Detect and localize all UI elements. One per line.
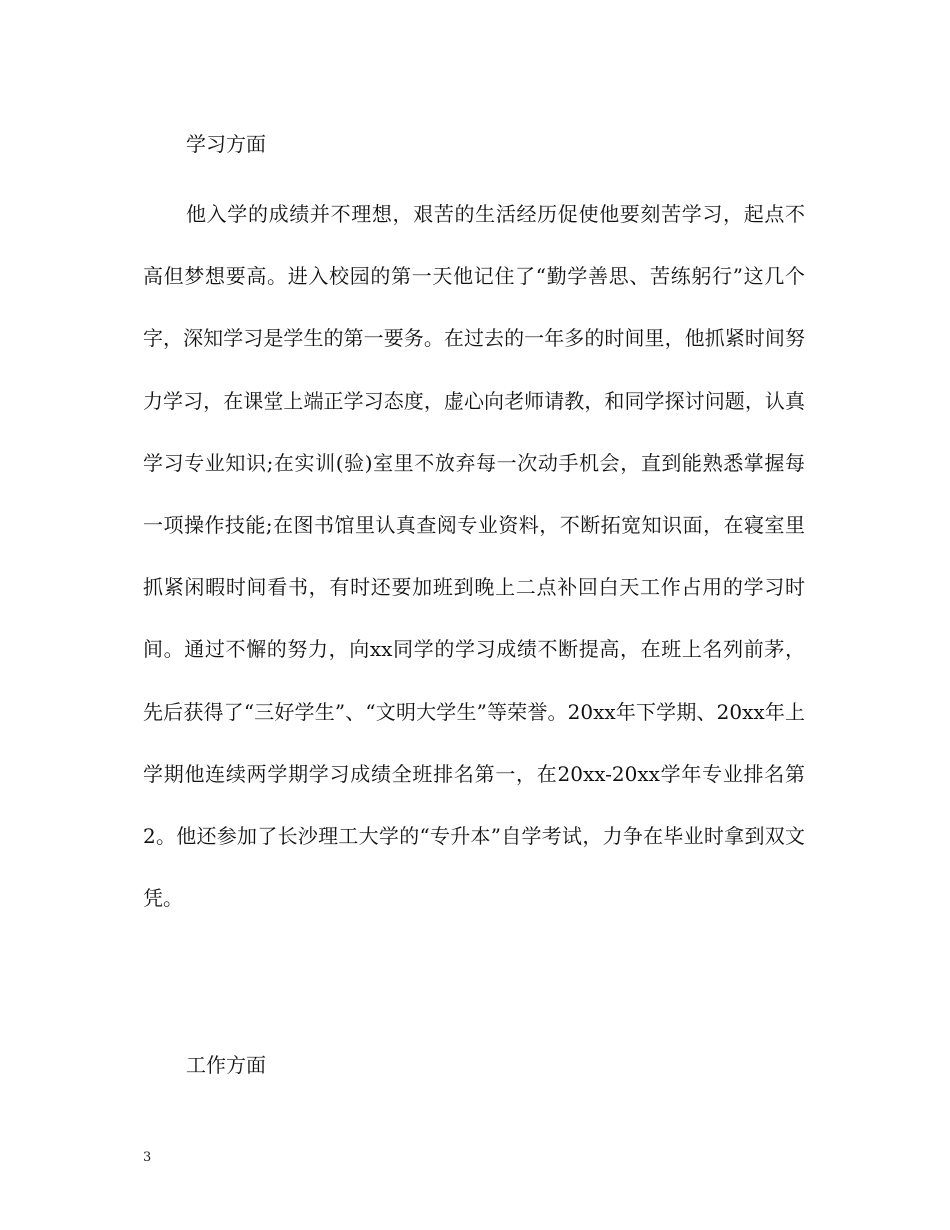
- section-body-study: 他入学的成绩并不理想，艰苦的生活经历促使他要刻苦学习，起点不高但梦想要高。进入校园的第一天他记住了“勤学善思、苦练躬行”这几个字，深知学习是学生的第一要务。在过去的一年多的时间里，他抓紧时间努力学习，在课堂上端正学习态度，虚心向老师请教，和同学探讨问题，认真学习专业知识;在实训(验)室里不放弃每一次动手机会，直到能熟悉掌握每一项操作技能;在图书馆里认真查阅专业资料，不断拓宽知识面，在寝室里抓紧闲暇时间看书，有时还要加班到晚上二点补回白天工作占用的学习时间。通过不懈的努力，向xx同学的学习成绩不断提高，在班上名列前茅，先后获得了“三好学生”、“文明大学生”等荣誉。20xx年下学期、20xx年上学期他连续两学期学习成绩全班排名第一，在20xx-20xx学年专业排名第2。他还参加了长沙理工大学的“专升本”自学考试，力争在毕业时拿到双文凭。: [143, 202, 805, 911]
- section-heading-work: 工作方面: [186, 1053, 266, 1077]
- section-heading-study: 学习方面: [186, 132, 266, 156]
- page-number: 3: [143, 1150, 152, 1165]
